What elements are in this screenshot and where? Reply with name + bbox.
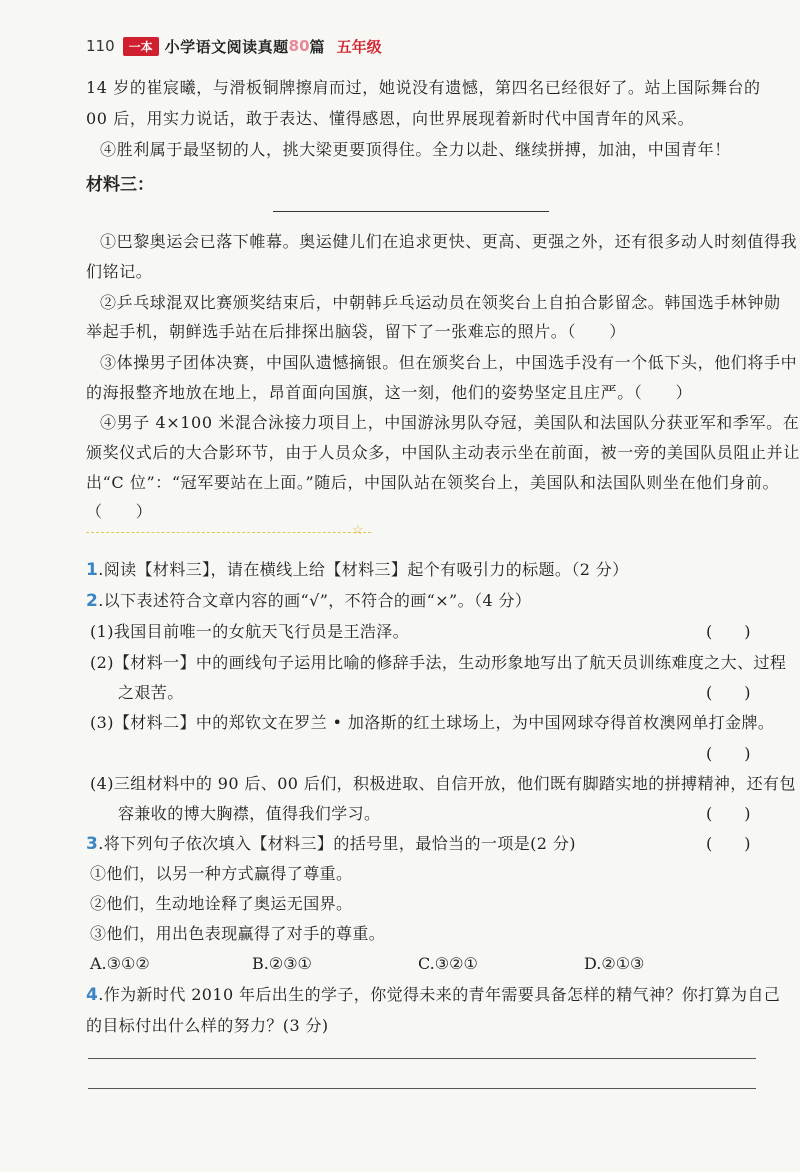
star-icon: ☆ bbox=[352, 523, 364, 538]
answer-paren[interactable]: ( ) bbox=[706, 804, 751, 823]
question-number: 1 bbox=[86, 560, 99, 580]
question-number: 3 bbox=[86, 834, 99, 854]
q3-sentence-3: ③他们，用出色表现赢得了对手的尊重。 bbox=[90, 924, 386, 943]
text-line: 的海报整齐地放在地上，昂首面向国旗，这一刻，他们的姿势坚定且庄严。（ ） bbox=[86, 383, 693, 402]
option-a[interactable]: A.③①② bbox=[90, 954, 150, 973]
question-text: .阅读【材料三】，请在横线上给【材料三】起个有吸引力的标题。（2 分） bbox=[98, 560, 629, 579]
text-line: ③体操男子团体决赛，中国队遗憾摘银。但在颁奖台上，中国选手没有一个低下头，他们将手中 bbox=[100, 353, 798, 372]
page-header bbox=[86, 34, 382, 58]
text-line: 00 后，用实力说话，敢于表达、懂得感恩，向世界展现着新时代中国青年的风采。 bbox=[86, 109, 695, 128]
answer-paren[interactable]: ( ) bbox=[706, 622, 751, 641]
q3-sentence-1: ①他们，以另一种方式赢得了尊重。 bbox=[90, 864, 353, 883]
answer-paren[interactable]: ( ) bbox=[706, 683, 751, 702]
text-line: 颁奖仪式后的大合影环节，由于人员众多，中国队主动表示坐在前面，被一旁的美国队员阻止并让 bbox=[86, 443, 800, 462]
section-heading: 材料三： bbox=[86, 175, 154, 195]
question-text: .作为新时代 2010 年后出生的学子，你觉得未来的青年需要具备怎样的精气神？你打算为自己 bbox=[98, 985, 781, 1004]
page-number: 110 bbox=[86, 37, 115, 55]
text-line: （ ） bbox=[86, 502, 153, 521]
question-number: 2 bbox=[86, 591, 99, 611]
question-3 bbox=[86, 834, 576, 854]
q3-sentence-2: ②他们，生动地诠释了奥运无国界。 bbox=[90, 894, 353, 913]
answer-paren[interactable]: ( ) bbox=[706, 834, 751, 853]
brand-logo: 一本 bbox=[123, 37, 159, 56]
option-c[interactable]: C.③②① bbox=[418, 954, 478, 973]
option-d[interactable]: D.②①③ bbox=[584, 954, 645, 973]
q2-item-2: (2)【材料一】中的画线句子运用比喻的修辞手法，生动形象地写出了航天员训练难度之大、过程 bbox=[90, 653, 787, 672]
answer-line[interactable] bbox=[88, 1058, 756, 1059]
question-text: .将下列句子依次填入【材料三】的括号里，最恰当的一项是(2 分) bbox=[98, 834, 576, 853]
q2-item-3: (3)【材料二】中的郑钦文在罗兰 • 加洛斯的红土球场上，为中国网球夺得首枚澳网单打金牌。 bbox=[90, 713, 775, 732]
text-line: 们铭记。 bbox=[86, 262, 153, 281]
book-unit: 篇 bbox=[309, 37, 325, 56]
book-count: 80 bbox=[288, 37, 310, 55]
answer-line[interactable] bbox=[88, 1088, 756, 1089]
q2-item-4: (4)三组材料中的 90 后、00 后们，积极进取、自信开放，他们既有脚踏实地的拼搏精神，还有包 bbox=[90, 774, 796, 793]
answer-paren[interactable]: ( ) bbox=[706, 744, 751, 763]
question-4-cont: 的目标付出什么样的努力？(3 分) bbox=[86, 1016, 329, 1035]
text-line: 出“C 位”：“冠军要站在上面。”随后，中国队站在领奖台上，美国队和法国队则坐在他们身前。 bbox=[86, 473, 780, 492]
text-line: ④男子 4×100 米混合泳接力项目上，中国游泳男队夺冠，美国队和法国队分获亚军和季军。在 bbox=[100, 413, 800, 432]
question-4 bbox=[86, 985, 780, 1005]
text-line: ②乒乓球混双比赛颁奖结束后，中朝韩乒乓运动员在领奖台上自拍合影留念。韩国选手林钟勋 bbox=[100, 293, 781, 312]
question-number: 4 bbox=[86, 985, 99, 1005]
book-title: 小学语文阅读真题 bbox=[164, 37, 289, 56]
question-1 bbox=[86, 560, 629, 580]
section-divider bbox=[86, 532, 371, 533]
title-answer-blank[interactable] bbox=[273, 211, 549, 212]
q2-item-2-cont: 之艰苦。 bbox=[118, 683, 184, 702]
option-b[interactable]: B.②③① bbox=[252, 954, 312, 973]
text-line: 举起手机，朝鲜选手站在后排探出脑袋，留下了一张难忘的照片。（ ） bbox=[86, 322, 626, 341]
grade-label: 五年级 bbox=[336, 37, 382, 56]
question-text: .以下表述符合文章内容的画“√”，不符合的画“×”。（4 分） bbox=[98, 591, 532, 610]
q2-item-1: (1)我国目前唯一的女航天飞行员是王浩泽。 bbox=[90, 622, 410, 641]
text-line: 14 岁的崔宸曦，与滑板铜牌擦肩而过，她说没有遗憾，第四名已经很好了。站上国际舞台的 bbox=[86, 78, 761, 97]
question-2 bbox=[86, 591, 531, 611]
q2-item-4-cont: 容兼收的博大胸襟，值得我们学习。 bbox=[118, 804, 381, 823]
text-line: ①巴黎奥运会已落下帷幕。奥运健儿们在追求更快、更高、更强之外，还有很多动人时刻值得我 bbox=[100, 232, 798, 251]
text-line: ④胜利属于最坚韧的人，挑大梁更要顶得住。全力以赴、继续拼搏，加油，中国青年！ bbox=[100, 140, 731, 159]
